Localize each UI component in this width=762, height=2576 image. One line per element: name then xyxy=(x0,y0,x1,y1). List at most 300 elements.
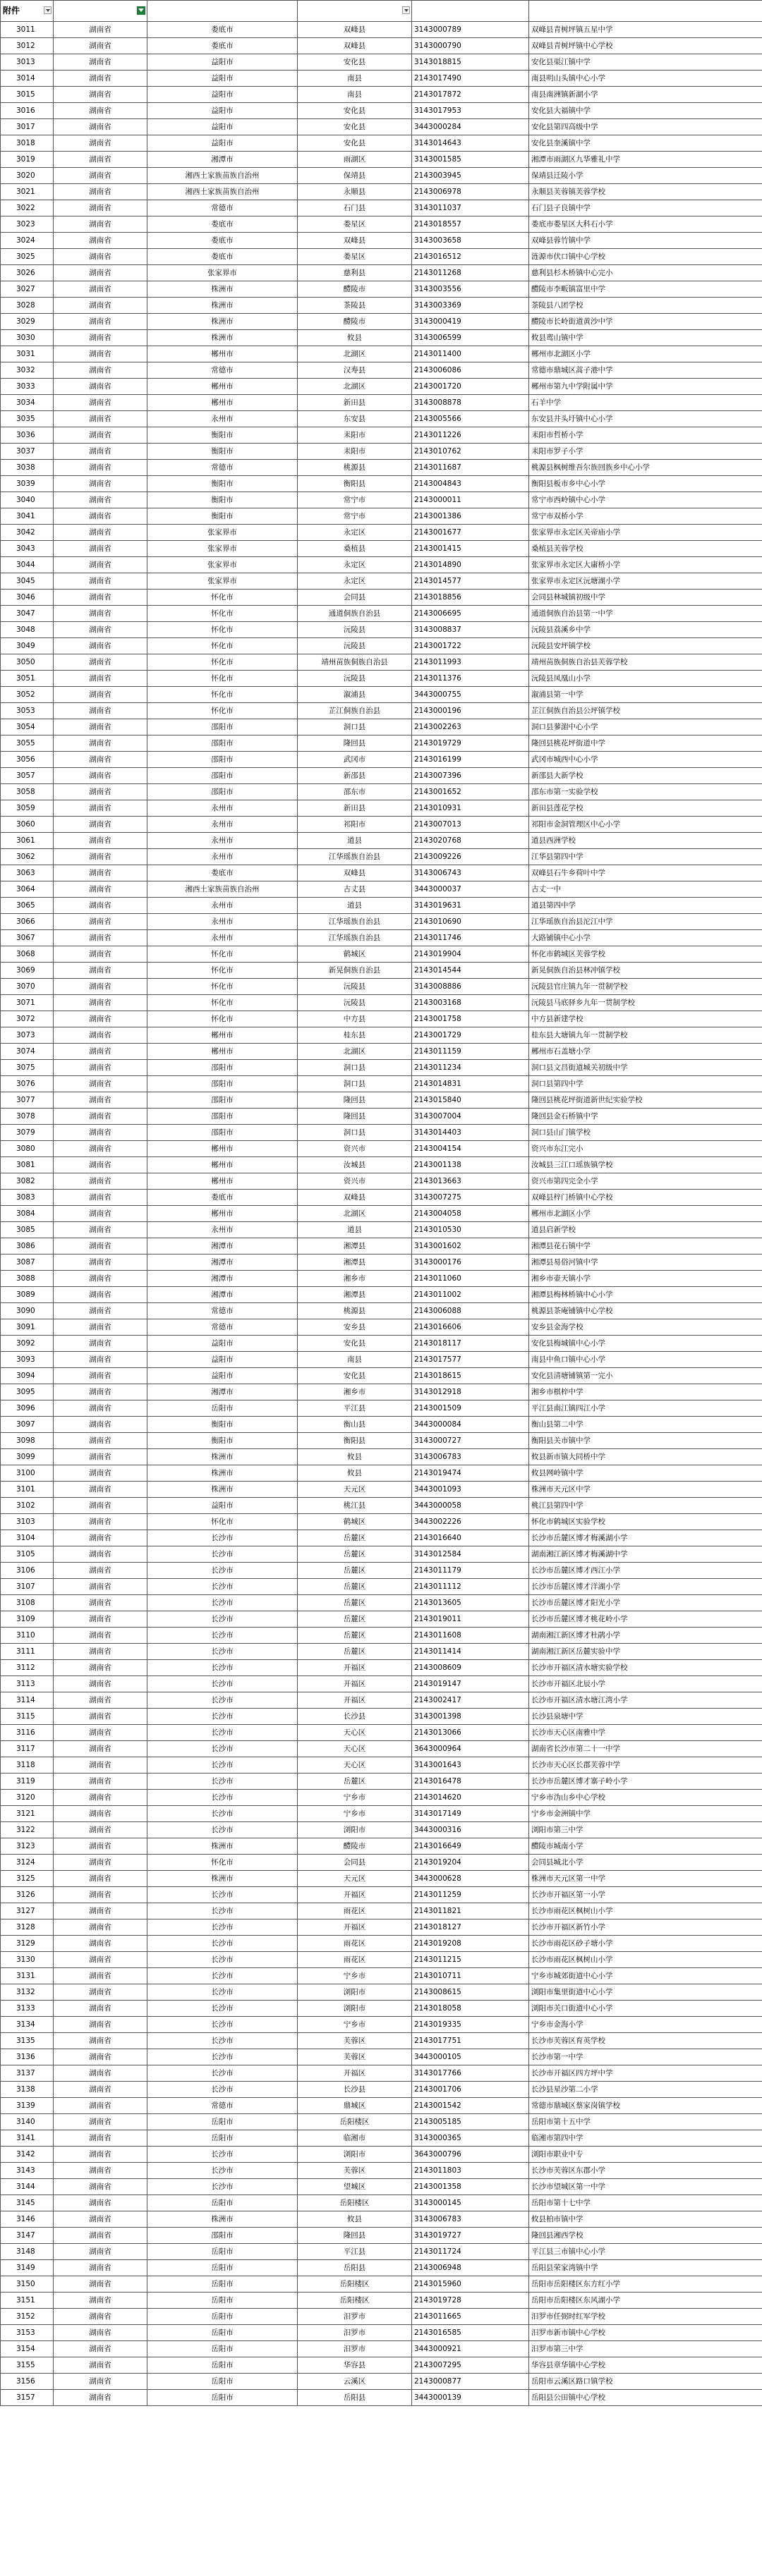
county-cell: 靖州苗族侗族自治县 xyxy=(298,654,412,671)
row-number: 3150 xyxy=(1,2276,54,2293)
table-row xyxy=(1,1887,762,1903)
province-cell: 湖南省 xyxy=(54,1725,147,1741)
table-row xyxy=(1,2228,762,2244)
school-name-cell: 衡山县第二中学 xyxy=(529,1417,762,1433)
city-cell: 湘潭市 xyxy=(147,1271,298,1287)
county-cell: 安化县 xyxy=(298,54,412,71)
province-cell: 湖南省 xyxy=(54,2065,147,2082)
province-cell: 湖南省 xyxy=(54,833,147,849)
county-cell: 芙蓉区 xyxy=(298,2049,412,2065)
table-row xyxy=(1,330,762,346)
province-cell: 湖南省 xyxy=(54,1984,147,2001)
school-name-cell: 江华县第四中学 xyxy=(529,849,762,865)
county-cell: 湘潭县 xyxy=(298,1287,412,1303)
county-cell: 衡山县 xyxy=(298,1417,412,1433)
county-cell: 北湖区 xyxy=(298,1044,412,1060)
province-cell: 湖南省 xyxy=(54,1482,147,1498)
row-number: 3018 xyxy=(1,135,54,152)
table-row xyxy=(1,362,762,379)
province-cell: 湖南省 xyxy=(54,1757,147,1774)
school-code-cell: 2143016585 xyxy=(412,2325,529,2341)
county-cell: 永定区 xyxy=(298,557,412,573)
row-number: 3122 xyxy=(1,1822,54,1838)
province-cell: 湖南省 xyxy=(54,2098,147,2114)
row-number: 3032 xyxy=(1,362,54,379)
province-cell: 湖南省 xyxy=(54,1417,147,1433)
table-row xyxy=(1,2293,762,2309)
city-cell: 邵阳市 xyxy=(147,1076,298,1092)
city-cell: 郴州市 xyxy=(147,1173,298,1190)
city-cell: 郴州市 xyxy=(147,1206,298,1222)
filter-dropdown-icon[interactable] xyxy=(402,6,410,14)
school-code-cell: 2143019474 xyxy=(412,1465,529,1482)
city-cell: 长沙市 xyxy=(147,2001,298,2017)
table-row xyxy=(1,1141,762,1157)
table-row xyxy=(1,2098,762,2114)
row-number: 3119 xyxy=(1,1774,54,1790)
county-cell: 宁乡市 xyxy=(298,1790,412,1806)
school-code-cell: 2143010931 xyxy=(412,800,529,817)
row-number: 3139 xyxy=(1,2098,54,2114)
county-cell: 天元区 xyxy=(298,1871,412,1887)
school-code-cell: 3143014643 xyxy=(412,135,529,152)
school-name-cell: 双峰县青树坪镇五星中学 xyxy=(529,22,762,38)
row-number: 3121 xyxy=(1,1806,54,1822)
city-cell: 郴州市 xyxy=(147,1141,298,1157)
county-cell: 湘乡市 xyxy=(298,1271,412,1287)
school-code-cell: 2143014577 xyxy=(412,573,529,590)
row-number: 3099 xyxy=(1,1449,54,1465)
county-cell: 洞口县 xyxy=(298,1125,412,1141)
header-cell-annex[interactable] xyxy=(1,1,54,22)
city-cell: 怀化市 xyxy=(147,687,298,703)
table-row xyxy=(1,1757,762,1774)
city-cell: 永州市 xyxy=(147,800,298,817)
city-cell: 长沙市 xyxy=(147,1595,298,1611)
school-code-cell: 2143014620 xyxy=(412,1790,529,1806)
school-name-cell: 岳阳县公田镇中心学校 xyxy=(529,2390,762,2406)
row-number: 3084 xyxy=(1,1206,54,1222)
school-name-cell: 双峰县梓门桥镇中心学校 xyxy=(529,1190,762,1206)
province-cell: 湖南省 xyxy=(54,2114,147,2130)
province-cell: 湖南省 xyxy=(54,1352,147,1368)
table-row xyxy=(1,525,762,541)
row-number: 3028 xyxy=(1,298,54,314)
county-cell: 北湖区 xyxy=(298,346,412,362)
table-row xyxy=(1,152,762,168)
table-row xyxy=(1,2195,762,2211)
province-cell: 湖南省 xyxy=(54,460,147,476)
school-code-cell: 2143014831 xyxy=(412,1076,529,1092)
table-row xyxy=(1,1222,762,1238)
school-code-cell: 2143019904 xyxy=(412,946,529,963)
school-code-cell: 3643000964 xyxy=(412,1741,529,1757)
table-row xyxy=(1,346,762,362)
school-code-cell: 2143001706 xyxy=(412,2082,529,2098)
school-code-cell: 2143001358 xyxy=(412,2179,529,2195)
school-code-cell: 2143013066 xyxy=(412,1725,529,1741)
school-code-cell: 3143000145 xyxy=(412,2195,529,2211)
province-cell: 湖南省 xyxy=(54,590,147,606)
table-row xyxy=(1,671,762,687)
table-row xyxy=(1,1287,762,1303)
row-number: 3116 xyxy=(1,1725,54,1741)
county-cell: 汨罗市 xyxy=(298,2341,412,2357)
city-cell: 长沙市 xyxy=(147,1903,298,1919)
province-cell: 湖南省 xyxy=(54,865,147,881)
school-name-cell: 长沙市开福区新竹小学 xyxy=(529,1919,762,1936)
province-cell: 湖南省 xyxy=(54,2082,147,2098)
province-cell: 湖南省 xyxy=(54,881,147,898)
county-cell: 常宁市 xyxy=(298,492,412,508)
school-code-cell: 2143010711 xyxy=(412,1968,529,1984)
school-name-cell: 长沙市雨花区枫树山小学 xyxy=(529,1903,762,1919)
county-cell: 攸县 xyxy=(298,2211,412,2228)
city-cell: 永州市 xyxy=(147,411,298,427)
province-cell: 湖南省 xyxy=(54,2130,147,2147)
county-cell: 雨花区 xyxy=(298,1936,412,1952)
school-name-cell: 安化县大福镇中学 xyxy=(529,103,762,119)
county-cell: 华容县 xyxy=(298,2357,412,2374)
school-code-cell: 2143011259 xyxy=(412,1887,529,1903)
school-code-cell: 3143000727 xyxy=(412,1433,529,1449)
table-row xyxy=(1,1984,762,2001)
school-name-cell: 桂东县大塘镇九年一贯制学校 xyxy=(529,1027,762,1044)
row-number: 3155 xyxy=(1,2357,54,2374)
province-cell: 湖南省 xyxy=(54,1709,147,1725)
school-code-cell: 2143005566 xyxy=(412,411,529,427)
province-cell: 湖南省 xyxy=(54,687,147,703)
province-cell: 湖南省 xyxy=(54,1790,147,1806)
province-cell: 湖南省 xyxy=(54,1222,147,1238)
school-code-cell: 3443002226 xyxy=(412,1514,529,1530)
row-number: 3059 xyxy=(1,800,54,817)
school-name-cell: 邵东市第一实验学校 xyxy=(529,784,762,800)
city-cell: 长沙市 xyxy=(147,1611,298,1628)
province-cell: 湖南省 xyxy=(54,330,147,346)
row-number: 3045 xyxy=(1,573,54,590)
county-cell: 祁阳市 xyxy=(298,817,412,833)
county-cell: 桂东县 xyxy=(298,1027,412,1044)
city-cell: 衡阳市 xyxy=(147,427,298,444)
school-name-cell: 浏阳市第三中学 xyxy=(529,1822,762,1838)
county-cell: 浏阳市 xyxy=(298,1822,412,1838)
school-code-cell: 3143006783 xyxy=(412,1449,529,1465)
county-cell: 天心区 xyxy=(298,1741,412,1757)
row-number: 3078 xyxy=(1,1109,54,1125)
table-row xyxy=(1,298,762,314)
school-name-cell: 长沙市开福区清水塘实验学校 xyxy=(529,1660,762,1676)
province-cell: 湖南省 xyxy=(54,1027,147,1044)
county-cell: 云溪区 xyxy=(298,2374,412,2390)
table-row xyxy=(1,1806,762,1822)
row-number: 3125 xyxy=(1,1871,54,1887)
school-code-cell: 3143003556 xyxy=(412,281,529,298)
school-name-cell: 醴陵市城南小学 xyxy=(529,1838,762,1855)
school-name-cell: 岳阳市第十七中学 xyxy=(529,2195,762,2211)
county-cell: 桃江县 xyxy=(298,1498,412,1514)
table-row xyxy=(1,2163,762,2179)
province-cell: 湖南省 xyxy=(54,1433,147,1449)
row-number: 3146 xyxy=(1,2211,54,2228)
school-code-cell: 3143000365 xyxy=(412,2130,529,2147)
province-cell: 湖南省 xyxy=(54,1546,147,1563)
county-cell: 岳阳楼区 xyxy=(298,2195,412,2211)
city-cell: 郴州市 xyxy=(147,1044,298,1060)
table-row xyxy=(1,281,762,298)
city-cell: 怀化市 xyxy=(147,703,298,719)
school-code-cell: 2143011376 xyxy=(412,671,529,687)
city-cell: 怀化市 xyxy=(147,1011,298,1027)
city-cell: 长沙市 xyxy=(147,1984,298,2001)
school-code-cell: 2143011821 xyxy=(412,1903,529,1919)
header-row xyxy=(1,1,762,22)
table-row xyxy=(1,914,762,930)
row-number: 3047 xyxy=(1,606,54,622)
row-number: 3055 xyxy=(1,735,54,752)
school-code-cell: 3443000921 xyxy=(412,2341,529,2357)
table-row xyxy=(1,2276,762,2293)
header-cell-province[interactable] xyxy=(54,1,147,22)
city-cell: 郴州市 xyxy=(147,379,298,395)
city-cell: 长沙市 xyxy=(147,1919,298,1936)
city-cell: 湘潭市 xyxy=(147,1287,298,1303)
row-number: 3149 xyxy=(1,2260,54,2276)
table-row xyxy=(1,119,762,135)
province-cell: 湖南省 xyxy=(54,2001,147,2017)
school-code-cell: 3443000316 xyxy=(412,1822,529,1838)
school-name-cell: 隆回县桃花坪街道新世纪实验学校 xyxy=(529,1092,762,1109)
province-cell: 湖南省 xyxy=(54,752,147,768)
table-row xyxy=(1,1919,762,1936)
table-row xyxy=(1,1855,762,1871)
table-row xyxy=(1,1125,762,1141)
province-cell: 湖南省 xyxy=(54,411,147,427)
table-row xyxy=(1,444,762,460)
table-row xyxy=(1,1871,762,1887)
city-cell: 娄底市 xyxy=(147,1190,298,1206)
row-number: 3012 xyxy=(1,38,54,54)
school-name-cell: 汝城县三江口瑶族镇学校 xyxy=(529,1157,762,1173)
city-cell: 永州市 xyxy=(147,833,298,849)
table-row xyxy=(1,1530,762,1546)
city-cell: 邵阳市 xyxy=(147,752,298,768)
table-row xyxy=(1,1822,762,1838)
county-cell: 新邵县 xyxy=(298,768,412,784)
school-name-cell: 岳阳市岳阳楼区东方红小学 xyxy=(529,2276,762,2293)
city-cell: 岳阳市 xyxy=(147,2244,298,2260)
county-cell: 开福区 xyxy=(298,1692,412,1709)
school-code-cell: 3143019727 xyxy=(412,2228,529,2244)
city-cell: 长沙市 xyxy=(147,1692,298,1709)
row-number: 3154 xyxy=(1,2341,54,2357)
school-name-cell: 平江县南江镇四江小学 xyxy=(529,1400,762,1417)
row-number: 3067 xyxy=(1,930,54,946)
table-row xyxy=(1,1190,762,1206)
school-code-cell: 2143001415 xyxy=(412,541,529,557)
province-cell: 湖南省 xyxy=(54,1692,147,1709)
province-cell: 湖南省 xyxy=(54,1660,147,1676)
row-number: 3132 xyxy=(1,1984,54,2001)
county-cell: 汨罗市 xyxy=(298,2309,412,2325)
county-cell: 汨罗市 xyxy=(298,2325,412,2341)
school-code-cell: 2143011608 xyxy=(412,1628,529,1644)
county-cell: 双峰县 xyxy=(298,865,412,881)
table-row xyxy=(1,1238,762,1255)
city-cell: 株洲市 xyxy=(147,298,298,314)
row-number: 3133 xyxy=(1,2001,54,2017)
school-name-cell: 湖南湘江新区博才梅溪湖中学 xyxy=(529,1546,762,1563)
province-cell: 湖南省 xyxy=(54,817,147,833)
school-code-cell: 2143004154 xyxy=(412,1141,529,1157)
school-code-cell: 2143001652 xyxy=(412,784,529,800)
school-name-cell: 张家界市永定区沅塘湖小学 xyxy=(529,573,762,590)
active-filter-icon[interactable] xyxy=(137,6,145,15)
row-number: 3110 xyxy=(1,1628,54,1644)
school-code-cell: 3143000789 xyxy=(412,22,529,38)
city-cell: 常德市 xyxy=(147,362,298,379)
school-name-cell: 长沙市芙蓉区东郡小学 xyxy=(529,2163,762,2179)
school-name-cell: 茶陵县八团学校 xyxy=(529,298,762,314)
school-code-cell: 2143011746 xyxy=(412,930,529,946)
province-cell: 湖南省 xyxy=(54,22,147,38)
school-name-cell: 汨罗市新市镇中心学校 xyxy=(529,2325,762,2341)
table-row xyxy=(1,2260,762,2276)
school-code-cell: 3143001398 xyxy=(412,1709,529,1725)
row-number: 3058 xyxy=(1,784,54,800)
row-number: 3145 xyxy=(1,2195,54,2211)
school-name-cell: 会同县城北小学 xyxy=(529,1855,762,1871)
city-cell: 永州市 xyxy=(147,849,298,865)
row-number: 3051 xyxy=(1,671,54,687)
province-cell: 湖南省 xyxy=(54,1092,147,1109)
county-cell: 桃源县 xyxy=(298,1303,412,1319)
row-number: 3098 xyxy=(1,1433,54,1449)
school-code-cell: 2143006978 xyxy=(412,184,529,200)
table-row xyxy=(1,1433,762,1449)
city-cell: 长沙市 xyxy=(147,1968,298,1984)
school-name-cell: 长沙市望城区第一中学 xyxy=(529,2179,762,2195)
province-cell: 湖南省 xyxy=(54,525,147,541)
row-number: 3123 xyxy=(1,1838,54,1855)
city-cell: 郴州市 xyxy=(147,346,298,362)
city-cell: 衡阳市 xyxy=(147,1417,298,1433)
city-cell: 娄底市 xyxy=(147,38,298,54)
row-number: 3033 xyxy=(1,379,54,395)
table-row xyxy=(1,1482,762,1498)
school-code-cell: 2143001722 xyxy=(412,638,529,654)
county-cell: 鹤城区 xyxy=(298,946,412,963)
province-cell: 湖南省 xyxy=(54,735,147,752)
city-cell: 邵阳市 xyxy=(147,768,298,784)
school-name-cell: 郴州市北湖区小学 xyxy=(529,1206,762,1222)
county-cell: 醴陵市 xyxy=(298,1838,412,1855)
row-number: 3092 xyxy=(1,1336,54,1352)
county-cell: 天心区 xyxy=(298,1725,412,1741)
county-cell: 岳麓区 xyxy=(298,1611,412,1628)
school-code-cell: 3143001585 xyxy=(412,152,529,168)
county-cell: 岳阳楼区 xyxy=(298,2114,412,2130)
school-code-cell: 2143020768 xyxy=(412,833,529,849)
school-code-cell: 3143017149 xyxy=(412,1806,529,1822)
table-row xyxy=(1,1644,762,1660)
county-cell: 鹤城区 xyxy=(298,1514,412,1530)
county-cell: 北湖区 xyxy=(298,1206,412,1222)
county-cell: 芙蓉区 xyxy=(298,2163,412,2179)
city-cell: 长沙市 xyxy=(147,2147,298,2163)
province-cell: 湖南省 xyxy=(54,2260,147,2276)
county-cell: 茶陵县 xyxy=(298,298,412,314)
school-code-cell: 2143007013 xyxy=(412,817,529,833)
table-row xyxy=(1,233,762,249)
province-cell: 湖南省 xyxy=(54,671,147,687)
city-cell: 长沙市 xyxy=(147,1757,298,1774)
row-number: 3025 xyxy=(1,249,54,265)
school-code-cell: 3443000755 xyxy=(412,687,529,703)
province-cell: 湖南省 xyxy=(54,606,147,622)
county-cell: 安化县 xyxy=(298,135,412,152)
school-name-cell: 资兴市东江完小 xyxy=(529,1141,762,1157)
province-cell: 湖南省 xyxy=(54,995,147,1011)
row-number: 3013 xyxy=(1,54,54,71)
school-code-cell: 2143011234 xyxy=(412,1060,529,1076)
province-cell: 湖南省 xyxy=(54,2195,147,2211)
county-cell: 安化县 xyxy=(298,1336,412,1352)
county-cell: 双峰县 xyxy=(298,233,412,249)
school-name-cell: 武冈市城西中心小学 xyxy=(529,752,762,768)
city-cell: 长沙市 xyxy=(147,2163,298,2179)
school-code-cell: 3443000139 xyxy=(412,2390,529,2406)
school-name-cell: 安化县奎溪镇中学 xyxy=(529,135,762,152)
school-name-cell: 石门县子良镇中学 xyxy=(529,200,762,216)
table-row xyxy=(1,622,762,638)
school-name-cell: 桑植县芙蓉学校 xyxy=(529,541,762,557)
school-code-cell: 3143003369 xyxy=(412,298,529,314)
county-cell: 沅陵县 xyxy=(298,622,412,638)
table-row xyxy=(1,1628,762,1644)
province-cell: 湖南省 xyxy=(54,1287,147,1303)
school-code-cell: 2143008615 xyxy=(412,1984,529,2001)
table-row xyxy=(1,1660,762,1676)
school-code-cell: 3443000105 xyxy=(412,2049,529,2065)
county-cell: 浏阳市 xyxy=(298,2001,412,2017)
school-code-cell: 2143007295 xyxy=(412,2357,529,2374)
header-cell-county[interactable] xyxy=(298,1,412,22)
county-cell: 宁乡市 xyxy=(298,1968,412,1984)
school-code-cell: 2143017751 xyxy=(412,2033,529,2049)
row-number: 3105 xyxy=(1,1546,54,1563)
school-name-cell: 隆回县湘西学校 xyxy=(529,2228,762,2244)
county-cell: 永顺县 xyxy=(298,184,412,200)
row-number: 3017 xyxy=(1,119,54,135)
city-cell: 怀化市 xyxy=(147,606,298,622)
city-cell: 长沙市 xyxy=(147,1806,298,1822)
city-cell: 岳阳市 xyxy=(147,2325,298,2341)
county-cell: 湘乡市 xyxy=(298,1384,412,1400)
county-cell: 江华瑶族自治县 xyxy=(298,914,412,930)
school-code-cell: 3143001643 xyxy=(412,1757,529,1774)
city-cell: 张家界市 xyxy=(147,557,298,573)
filter-dropdown-icon[interactable] xyxy=(44,6,52,14)
county-cell: 安乡县 xyxy=(298,1319,412,1336)
table-row xyxy=(1,1092,762,1109)
city-cell: 株洲市 xyxy=(147,330,298,346)
city-cell: 长沙市 xyxy=(147,1563,298,1579)
table-row xyxy=(1,379,762,395)
school-code-cell: 2143003945 xyxy=(412,168,529,184)
table-row xyxy=(1,508,762,525)
county-cell: 开福区 xyxy=(298,1919,412,1936)
